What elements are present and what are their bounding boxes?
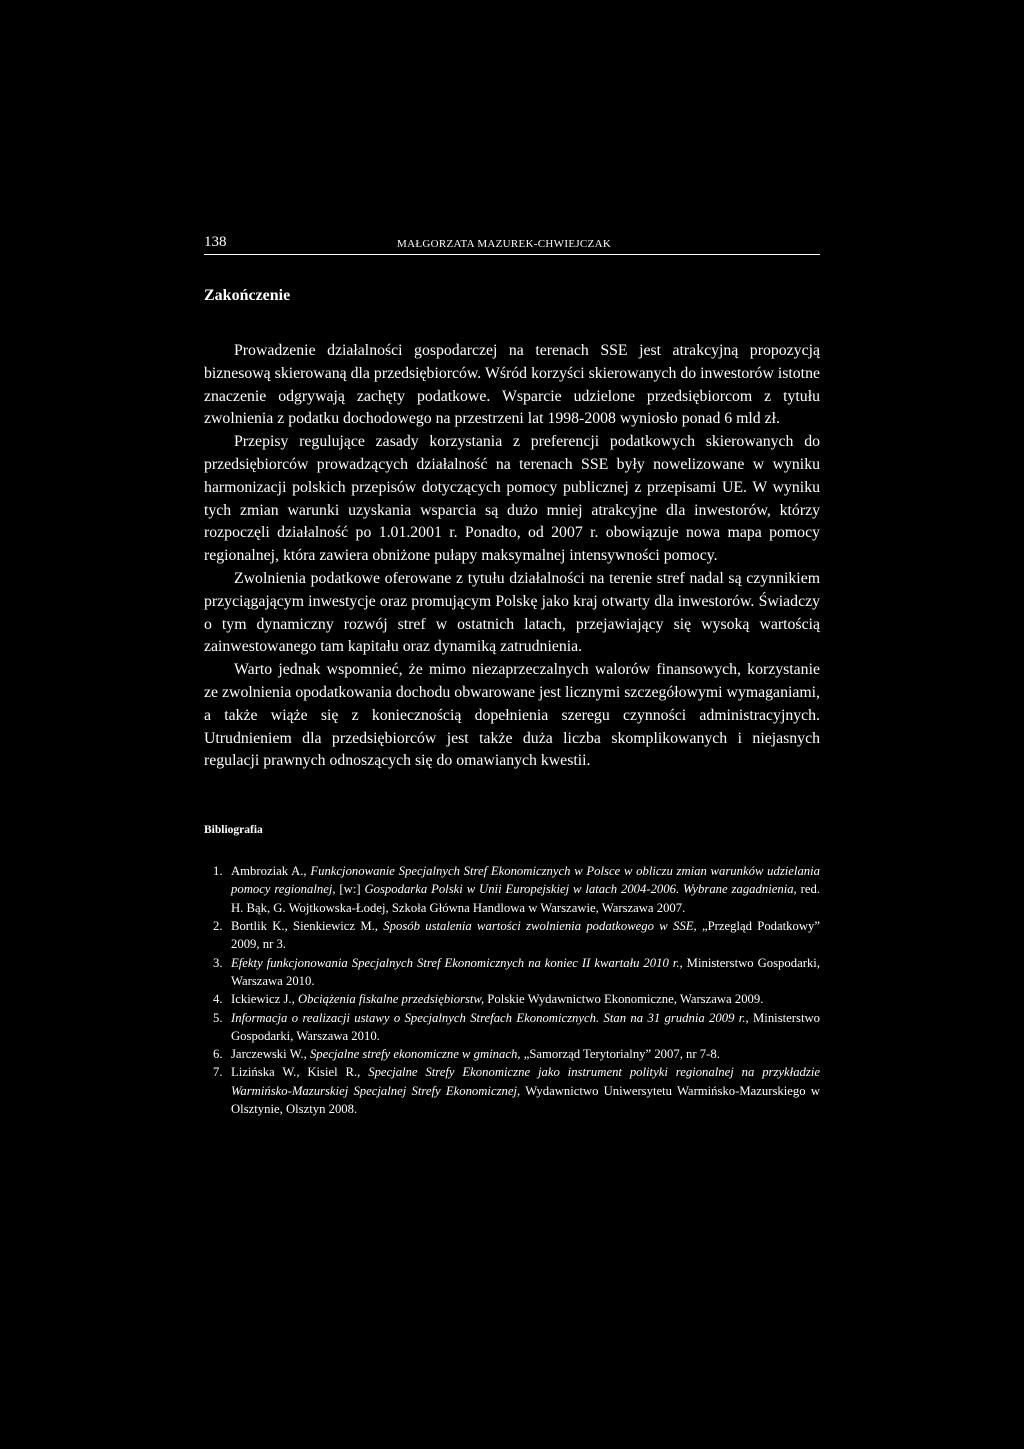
body-text xyxy=(204,340,820,773)
bibliography-publisher: [w:] xyxy=(335,882,365,897)
bibliography-item-number: 5. xyxy=(213,1010,223,1025)
paragraph: Przepisy regulujące zasady korzystania z preferencji podatkowych skierowanych do przedsiębiorców prowadzących działalność na terenach SSE były nowelizowane w wyniku harmonizacji polskich przepisów dotyczących pomocy publicznej z przepisami UE. W wyniku tych zmian warunki uzyskania wsparcia są dużo mniej atrakcyjne dla inwestorów, którzy rozpoczęli działalność po 1.01.2001 r. Ponadto, od 2007 r. obowiązuje nowa mapa pomocy regionalnej, która zawiera obniżone pułapy maksymalnej intensywności pomocy. xyxy=(204,433,820,565)
running-author: MAŁGORZATA MAZUREK-CHWIEJCZAK xyxy=(397,238,612,250)
bibliography-publisher: „Przegląd Podatkowy” 2009, nr 3. xyxy=(231,919,820,952)
paragraph: Prowadzenie działalności gospodarczej na terenach SSE jest atrakcyjną propozycją biznesową skierowaną dla przedsiębiorców. Wśród korzyści skierowanych do inwestorów istotne znaczenie odgrywają zachęty podatkowe. Wsparcie udzielone przedsiębiorcom z tytułu zwolnienia z podatku dochodowego na przestrzeni lat 1998-2008 wyniosło ponad 6 mld zł. xyxy=(204,342,820,428)
bibliography-item-number: 4. xyxy=(213,992,223,1007)
bibliography-title-text: Funkcjonowanie Specjalnych Stref Ekonomicznych w Polsce w obliczu zmian warunków udzielania pomocy regionalnej, xyxy=(231,864,821,897)
bibliography-title-text: Specjalne strefy ekonomiczne w gminach, xyxy=(309,1047,521,1062)
bibliography-item xyxy=(204,1045,820,1063)
bibliography-authors: Bortlik K., Sienkiewicz M., xyxy=(231,919,384,934)
bibliography-authors: Jarczewski W., xyxy=(231,1047,310,1062)
bibliography-item-number: 2. xyxy=(213,919,223,934)
bibliography-book-title: Gospodarka Polski w Unii Europejskiej w latach 2004-2006. Wybrane zagadnienia, xyxy=(364,882,797,897)
bibliography-publisher: Wydawnictwo Uniwersytetu Warmińsko-Mazurskiego w Olsztynie, Olsztyn 2008. xyxy=(231,1083,820,1116)
bibliography-item-number: 3. xyxy=(213,955,223,970)
running-head xyxy=(204,232,820,255)
bibliography-item xyxy=(204,990,820,1008)
bibliography-title-text: Informacja o realizacji ustawy o Specjalnych Strefach Ekonomicznych. Stan na 31 grudnia 2009 r., xyxy=(231,1010,749,1025)
bibliography-list xyxy=(204,862,820,1118)
bibliography-item-number: 6. xyxy=(213,1047,223,1062)
bibliography-authors: Lizińska W., Kisiel R., xyxy=(231,1065,369,1080)
bibliography-publisher: Ministerstwo Gospodarki, Warszawa 2010. xyxy=(231,955,820,988)
bibliography-title-text: Obciążenia fiskalne przedsiębiorstw, xyxy=(297,992,485,1007)
section-title: Zakończenie xyxy=(204,287,291,304)
bibliography-item xyxy=(204,954,820,991)
bibliography-publisher: Polskie Wydawnictwo Ekonomiczne, Warszawa 2009. xyxy=(484,992,764,1007)
page xyxy=(204,232,820,1118)
bibliography-item xyxy=(204,862,820,917)
bibliography-item xyxy=(204,1063,820,1118)
bibliography-title: Bibliografia xyxy=(204,824,263,837)
bibliography-details: red. H. Bąk, G. Wojtkowska-Łodej, Szkoła Główna Handlowa w Warszawie, Warszawa 2007. xyxy=(231,882,820,915)
bibliography-item xyxy=(204,917,820,954)
page-number: 138 xyxy=(204,234,227,250)
bibliography-publisher: Ministerstwo Gospodarki, Warszawa 2010. xyxy=(231,1010,820,1043)
bibliography-authors: Ickiewicz J., xyxy=(231,992,298,1007)
bibliography-title-text: Efekty funkcjonowania Specjalnych Stref Ekonomicznych na koniec II kwartału 2010 r., xyxy=(231,955,683,970)
bibliography-item xyxy=(204,1009,820,1046)
bibliography-publisher: „Samorząd Terytorialny” 2007, nr 7-8. xyxy=(520,1047,720,1062)
bibliography-item-number: 7. xyxy=(213,1065,223,1080)
bibliography-authors: Ambroziak A., xyxy=(231,864,311,879)
bibliography-title-text: Specjalne Strefy Ekonomiczne jako instrument polityki regionalnej na przykładzie Warmińsko-Mazurskiej Specjalnej Strefy Ekonomicznej, xyxy=(231,1065,820,1098)
bibliography-title-text: Sposób ustalenia wartości zwolnienia podatkowego w SSE, xyxy=(383,919,697,934)
paragraph: Warto jednak wspomnieć, że mimo niezaprzeczalnych walorów finansowych, korzystanie ze zwolnienia opodatkowania dochodu obwarowane jest licznymi szczegółowymi wymaganiami, a także wiąże się z koniecznością dopełnienia szeregu czynności administracyjnych. Utrudnieniem dla przedsiębiorców jest także duża liczba skomplikowanych i niejasnych regulacji prawnych odnoszących się do omawianych kwestii. xyxy=(204,661,820,770)
bibliography-item-number: 1. xyxy=(213,864,223,879)
paragraph: Zwolnienia podatkowe oferowane z tytułu działalności na terenie stref nadal są czynnikiem przyciągającym inwestycje oraz promującym Polskę jako kraj otwarty dla inwestorów. Świadczy o tym dynamiczny rozwój stref w ostatnich latach, przejawiający się wysoką wartością zainwestowanego tam kapitału oraz dynamiką zatrudnienia. xyxy=(204,569,820,656)
